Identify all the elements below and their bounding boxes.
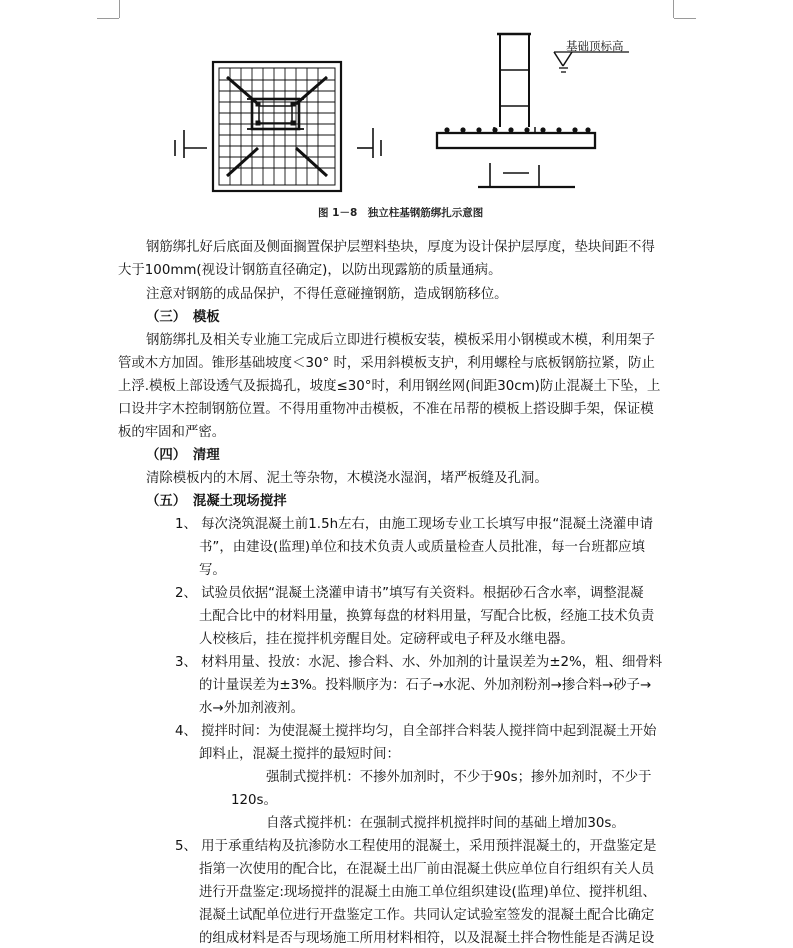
paragraph-line: 注意对钢筋的成品保护，不得任意碰撞钢筋，造成钢筋移位。	[146, 287, 508, 302]
paragraph-line: 管或木方加固。锥形基础坡度＜30° 时，采用斜模板支护，利用螺栓与底板钢筋拉紧，防止	[118, 356, 655, 371]
list-item-2-line: 土配合比中的材料用量，换算每盘的材料用量，写配合比板，经施工技术负责	[199, 609, 655, 624]
section-heading-formwork: （三） 模板	[146, 310, 220, 325]
paragraph-line: 板的牢固和严密。	[118, 425, 226, 440]
section-heading-cleaning: （四） 清理	[146, 448, 220, 463]
list-item-1-line: 1、 每次浇筑混凝土前1.5h左右，由施工现场专业工长填写申报“混凝土浇灌申请	[175, 517, 653, 532]
list-item-5-line: 指第一次使用的配合比，在混凝土出厂前由混凝土供应单位自行组织有关人员	[199, 862, 655, 877]
list-item-5-line: 5、 用于承重结构及抗渗防水工程使用的混凝土，采用预拌混凝土的，开盘鉴定是	[175, 839, 657, 854]
section-view-drawing	[437, 34, 629, 187]
list-item-3-line: 3、 材料用量、投放：水泥、掺合料、水、外加剂的计量误差为±2%，粗、细骨料	[175, 655, 663, 670]
section-cut-mark-left	[175, 130, 207, 158]
list-item-2-line: 人校核后，挂在搅拌机旁醒目处。定磅秤或电子秤及水继电器。	[199, 632, 574, 647]
mixer-forced-line: 120s。	[231, 793, 277, 808]
paragraph-line: 口设井字木控制钢筋位置。不得用重物冲击模板，不准在吊帮的模板上搭设脚手架，保证模	[118, 402, 654, 417]
paragraph-line: 大于100mm(视设计钢筋直径确定)，以防出现露筋的质量通病。	[118, 263, 502, 278]
footing-rebar-figure	[0, 0, 793, 230]
paragraph-line: 上浮.模板上部设透气及振捣孔，坡度≤30°时，利用钢丝网(间距30cm)防止混凝土下坠，上	[118, 379, 661, 394]
figure-caption: 图 1－8 独立柱基钢筋绑扎示意图	[318, 207, 484, 219]
mixer-gravity-line: 自落式搅拌机：在强制式搅拌机搅拌时间的基础上增加30s。	[266, 816, 625, 831]
list-item-2-line: 2、 试验员依据“混凝土浇灌申请书”填写有关资料。根据砂石含水率，调整混凝	[175, 586, 644, 601]
paragraph-line: 钢筋绑扎好后底面及侧面搁置保护层塑料垫块，厚度为设计保护层厚度，垫块间距不得	[146, 240, 655, 255]
list-item-3-line: 的计量误差为±3%。投料顺序为：石子→水泥、外加剂粉剂→掺合料→砂子→	[199, 678, 652, 693]
section-cut-mark-right	[357, 128, 381, 158]
list-item-1-line: 写。	[199, 563, 226, 578]
list-item-4-line: 4、 搅拌时间：为使混凝土搅拌均匀，自全部拌合料装人搅拌筒中起到混凝土开始	[175, 724, 657, 739]
paragraph-line: 钢筋绑扎及相关专业施工完成后立即进行模板安装，模板采用小钢模或木模，利用架子	[146, 333, 655, 348]
list-item-5-line: 的组成材料是否与现场施工所用材料相符，以及混凝土拌合物性能是否满足设	[199, 931, 655, 946]
mixer-forced-line: 强制式搅拌机：不掺外加剂时，不少于90s；掺外加剂时，不少于	[266, 770, 652, 785]
list-item-1-line: 书”，由建设(监理)单位和技术负责人或质量检查人员批准，每一台班都应填	[199, 540, 645, 555]
plan-view-drawing	[213, 62, 341, 191]
section-heading-concrete-mixing: （五） 混凝土现场搅拌	[146, 494, 287, 509]
list-item-3-line: 水→外加剂液剂。	[199, 701, 304, 716]
paragraph-line: 清除模板内的木屑、泥土等杂物，木模浇水湿润，堵严板缝及孔洞。	[146, 471, 548, 486]
list-item-4-line: 卸料止，混凝土搅拌的最短时间：	[199, 747, 400, 762]
base-top-elevation-label: 基础顶标高	[566, 39, 624, 53]
list-item-5-line: 混凝土试配单位进行开盘鉴定工作。共同认定试验室签发的混凝土配合比确定	[199, 908, 655, 923]
list-item-5-line: 进行开盘鉴定:现场搅拌的混凝土由施工单位组织建设(监理)单位、搅拌机组、	[199, 885, 656, 900]
